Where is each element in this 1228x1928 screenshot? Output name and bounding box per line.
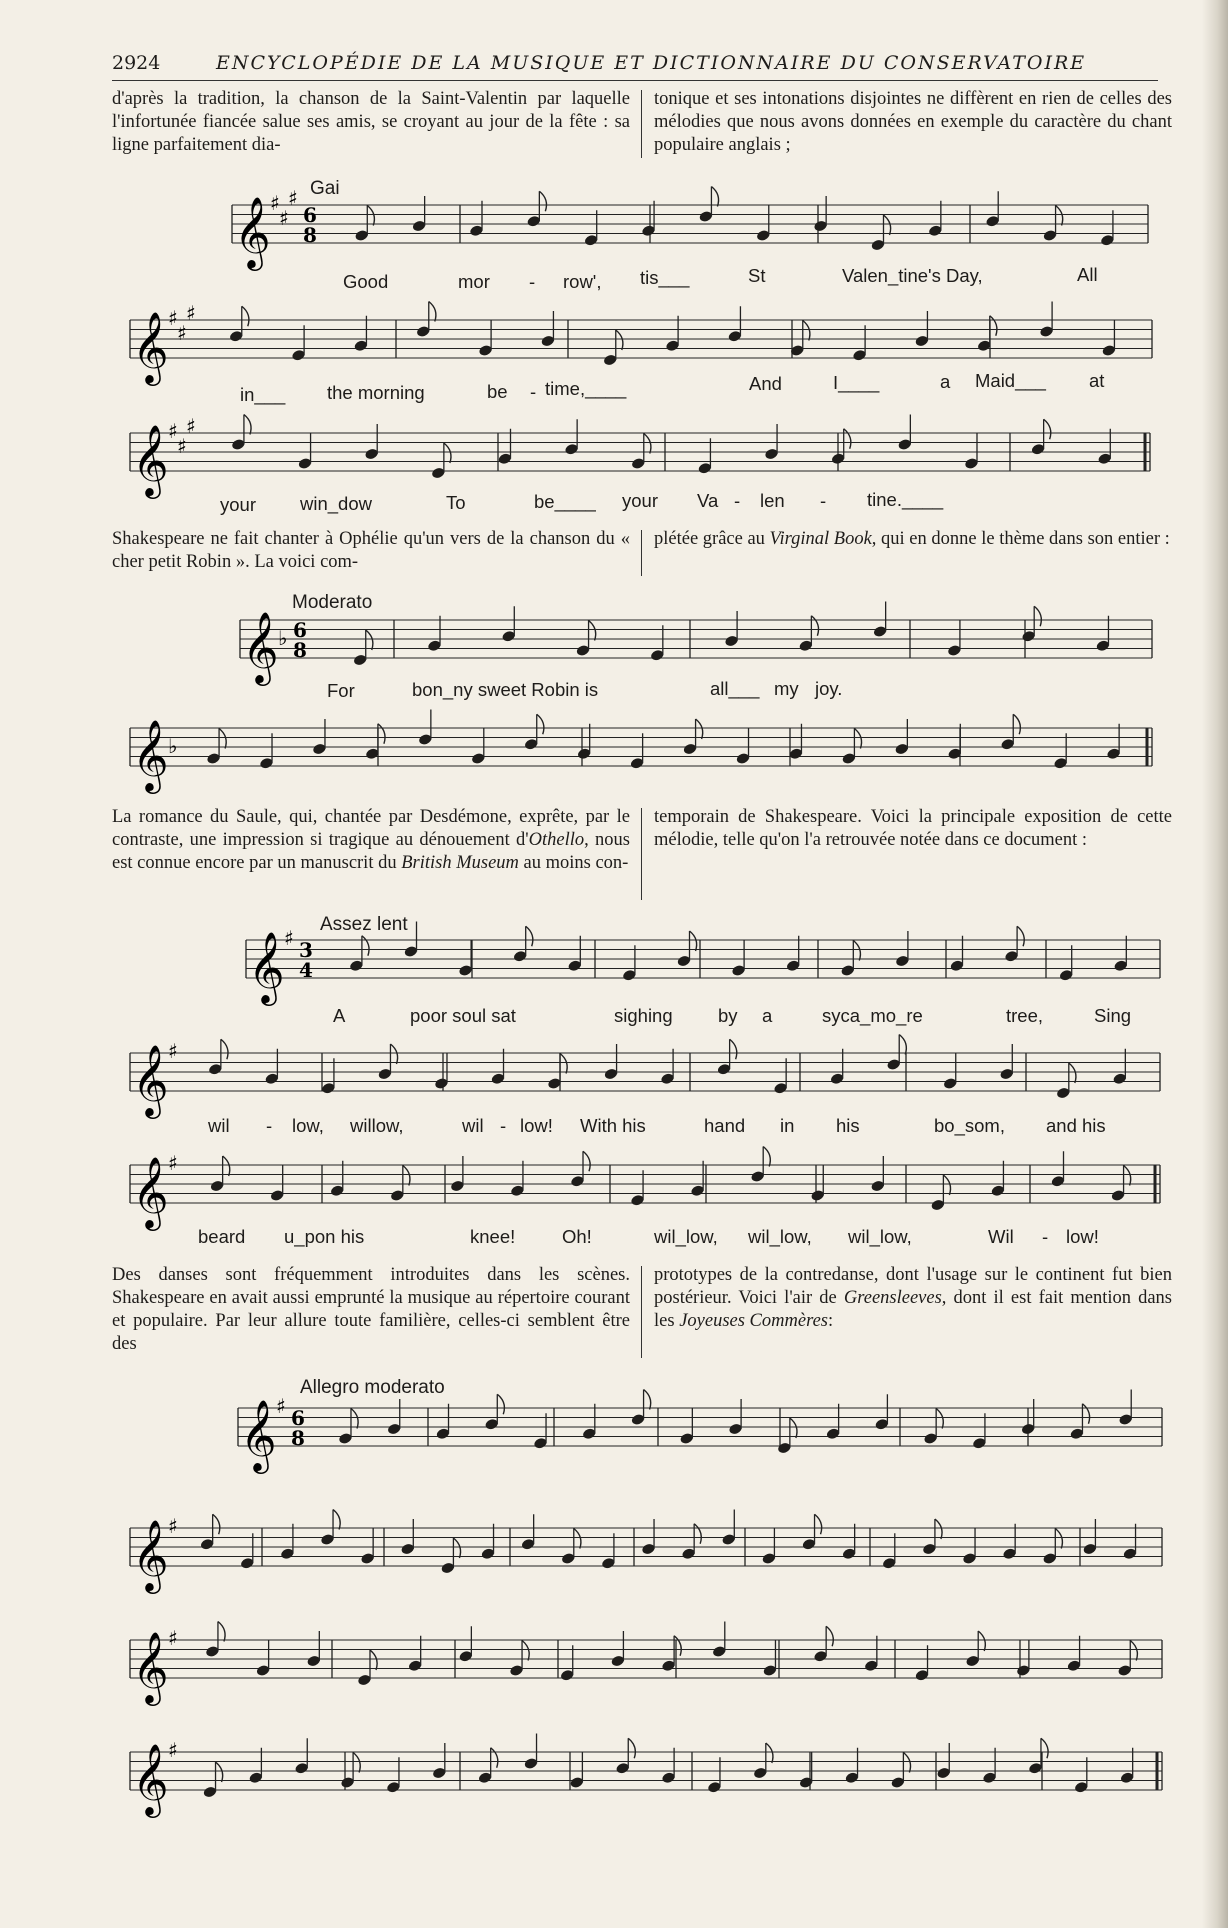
note-flag xyxy=(899,1035,906,1055)
note-flag xyxy=(903,1753,910,1773)
note-flag xyxy=(453,1538,460,1558)
lyric-6-10: in xyxy=(780,1115,795,1136)
treble-clef-icon: 𝄞 xyxy=(234,195,271,268)
note-flag xyxy=(696,719,703,739)
virginal-book-title: Virginal Book xyxy=(769,529,872,549)
lyric-7-7: wil_low, xyxy=(848,1226,912,1247)
note-flag xyxy=(790,1418,797,1438)
note-flag xyxy=(213,1514,220,1534)
note-flag xyxy=(690,931,697,951)
lyric-3-5: your xyxy=(622,490,658,511)
note-flag xyxy=(526,926,533,946)
lyric-1-3: - xyxy=(529,271,536,292)
note-flag xyxy=(766,1743,773,1763)
lyric-6-5: wil xyxy=(462,1115,484,1136)
lyric-1-2: mor xyxy=(458,271,490,292)
paragraph-4-left: Des danses sont fréquemment introduites dans les scènes. Shakespeare en avait aussi emprunté la musique au répertoire courant et populaire. Par leur allure toute familière, celles-ci semblent être des xyxy=(112,1265,630,1354)
note-flag xyxy=(854,729,861,749)
note-flag xyxy=(560,1054,567,1074)
paragraph-3-left-text: La romance du Saule, qui, chantée par Desdémone, exprête, par le contraste, une impression si tragique au dénouement d' xyxy=(112,807,630,850)
lyric-5-5: a xyxy=(762,1005,773,1026)
lyric-3-2: win_dow xyxy=(300,493,372,514)
paragraph-4-right-text: prototypes de la contredanse, dont l'usage sur le continent fut bien postérieur. Voici l'air de xyxy=(654,1265,1172,1308)
note-flag xyxy=(936,1409,943,1429)
lyric-3-3: To xyxy=(446,492,466,513)
sharp-icon: ♯ xyxy=(168,1514,178,1538)
lyric-6-9: hand xyxy=(704,1115,746,1136)
note-flag xyxy=(815,1514,822,1534)
sharp-icon: ♯ xyxy=(284,926,294,950)
lyric-6-2: - xyxy=(266,1115,273,1136)
paragraph-4-right-text-end: : xyxy=(828,1311,834,1331)
lyric-3-9: - xyxy=(820,490,827,511)
british-museum-name: British Museum xyxy=(401,853,519,873)
note-flag xyxy=(366,630,373,650)
note-flag xyxy=(574,1529,581,1549)
lyric-3-6: Va xyxy=(697,490,719,511)
time-signature-bottom: 8 xyxy=(291,1426,305,1450)
sharp-icon: ♯ xyxy=(168,419,178,443)
time-signature-top: 6 xyxy=(303,203,317,227)
time-signature-top: 6 xyxy=(293,618,307,642)
note-flag xyxy=(370,1650,377,1670)
paragraph-3-left-text-2: , nous est connue encore par un manuscrit du xyxy=(112,830,630,873)
note-flag xyxy=(429,302,436,322)
lyric-3-10: tine.____ xyxy=(867,489,944,510)
note-flag xyxy=(883,215,890,235)
note-flag xyxy=(1082,1404,1089,1424)
paragraph-2-left: Shakespeare ne fait chanter à Ophélie qu'un vers de la chanson du « cher petit Robin ». La voici com- xyxy=(112,529,630,572)
lyric-5-2: poor soul sat xyxy=(410,1005,516,1026)
lyric-5-7: tree, xyxy=(1006,1005,1044,1026)
treble-clef-icon: 𝄞 xyxy=(132,1518,169,1591)
treble-clef-icon: 𝄞 xyxy=(132,1742,169,1815)
lyric-2-9: Maid___ xyxy=(975,370,1046,391)
paragraph-2-right-text: plétée grâce au xyxy=(654,529,770,549)
note-flag xyxy=(537,714,544,734)
lyric-7-5: wil_low, xyxy=(654,1226,718,1247)
lyric-7-10: low! xyxy=(1066,1226,1099,1247)
lyric-1-8: All xyxy=(1077,264,1098,285)
lyric-2-1: in___ xyxy=(240,384,286,405)
page-number: 2924 xyxy=(112,52,161,74)
note-flag xyxy=(844,429,851,449)
note-flag xyxy=(583,1151,590,1171)
note-flag xyxy=(589,621,596,641)
paragraph-3-left xyxy=(112,806,630,875)
note-flag xyxy=(694,1524,701,1544)
paragraph-1-left: d'après la tradition, la chanson de la Saint-Valentin par laquelle l'infortunée fiancée salue ses amis, se croyant au jour de la fête : sa ligne parfaitement dia- xyxy=(112,89,630,155)
treble-clef-icon: 𝄞 xyxy=(248,930,285,1003)
tempo-marking-2: Moderato xyxy=(292,592,373,613)
lyric-3-1: your xyxy=(220,494,256,515)
note-flag xyxy=(221,1039,228,1059)
lyric-2-7: I____ xyxy=(833,372,880,393)
lyric-3-7: - xyxy=(734,490,741,511)
lyric-5-1: A xyxy=(333,1005,346,1026)
lyric-2-4: - xyxy=(530,381,537,402)
note-flag xyxy=(943,1175,950,1195)
note-flag xyxy=(628,1738,635,1758)
lyric-7-1: beard xyxy=(198,1226,246,1247)
lyric-1-7: Valen_tine's Day, xyxy=(842,265,983,286)
sharp-icon: ♯ xyxy=(168,1039,178,1063)
lyric-2-6: And xyxy=(749,373,782,394)
lyric-7-8: Wil xyxy=(988,1226,1014,1247)
lyric-3-8: len xyxy=(760,490,785,511)
note-flag xyxy=(1130,1641,1137,1661)
note-flag xyxy=(1034,606,1041,626)
note-flag xyxy=(1069,1063,1076,1083)
note-flag xyxy=(990,316,997,336)
note-flag xyxy=(674,1636,681,1656)
sharp-icon: ♯ xyxy=(288,186,298,210)
note-flag xyxy=(353,1753,360,1773)
sharp-icon: ♯ xyxy=(279,206,289,230)
lyric-1-6: St xyxy=(748,265,766,286)
sharp-icon: ♯ xyxy=(168,1738,178,1762)
note-flag xyxy=(730,1039,737,1059)
lyric-2-8: a xyxy=(940,371,951,392)
note-flag xyxy=(362,936,369,956)
note-flag xyxy=(390,1044,397,1064)
tempo-marking-1: Gai xyxy=(310,178,340,199)
lyric-1-1: Good xyxy=(343,271,389,292)
flat-icon: ♭ xyxy=(168,734,178,758)
lyric-6-8: With his xyxy=(580,1115,646,1136)
note-flag xyxy=(522,1641,529,1661)
paragraph-3-left-text-3: au moins con- xyxy=(518,853,629,873)
treble-clef-icon: 𝄞 xyxy=(240,1398,277,1471)
lyric-7-6: wil_low, xyxy=(748,1226,812,1247)
note-flag xyxy=(491,1748,498,1768)
tempo-marking-4: Allegro moderato xyxy=(300,1377,445,1398)
note-flag xyxy=(826,1626,833,1646)
note-flag xyxy=(351,1409,358,1429)
sharp-icon: ♯ xyxy=(168,1626,178,1650)
sharp-icon: ♯ xyxy=(168,306,178,330)
sharp-icon: ♯ xyxy=(276,1394,286,1418)
note-flag xyxy=(378,724,385,744)
lyric-2-2: the morning xyxy=(327,382,425,403)
flat-icon: ♭ xyxy=(278,626,288,650)
treble-clef-icon: 𝄞 xyxy=(132,423,169,496)
lyric-2-3: be xyxy=(487,381,508,402)
note-flag xyxy=(367,206,374,226)
lyric-6-11: his xyxy=(836,1115,860,1136)
sharp-icon: ♯ xyxy=(177,321,187,345)
treble-clef-icon: 𝄞 xyxy=(242,610,279,683)
treble-clef-icon: 𝄞 xyxy=(132,1155,169,1228)
time-signature-bottom: 8 xyxy=(303,223,317,247)
paragraph-4-right xyxy=(654,1264,1172,1333)
lyric-6-6: - xyxy=(500,1115,507,1136)
note-flag xyxy=(444,443,451,463)
note-flag xyxy=(1124,1166,1131,1186)
note-flag xyxy=(223,1156,230,1176)
note-flag xyxy=(811,616,818,636)
paragraph-2-right xyxy=(654,528,1172,551)
column-separator xyxy=(641,808,642,900)
note-flag xyxy=(853,941,860,961)
paragraph-3 xyxy=(112,806,1172,902)
time-signature-top: 6 xyxy=(291,1406,305,1430)
lyric-2-10: at xyxy=(1089,370,1105,391)
note-flag xyxy=(763,1147,770,1167)
lyric-2-5: time,____ xyxy=(545,378,627,399)
time-signature-bottom: 8 xyxy=(293,638,307,662)
paragraph-2 xyxy=(112,528,1172,578)
paragraph-2-right-text-end: , qui en donne le thème dans son entier : xyxy=(871,529,1170,549)
paragraph-3-right: temporain de Shakespeare. Voici la principale exposition de cette mélodie, telle qu'on l'a retrouvée notée dans ce document : xyxy=(654,807,1172,850)
lyric-5-6: syca_mo_re xyxy=(822,1005,923,1026)
note-flag xyxy=(218,1622,225,1642)
column-separator xyxy=(641,1266,642,1358)
note-flag xyxy=(935,1519,942,1539)
joyeuses-commeres-title: Joyeuses Commères xyxy=(679,1311,829,1331)
treble-clef-icon: 𝄞 xyxy=(132,1043,169,1116)
running-title: ENCYCLOPÉDIE DE LA MUSIQUE ET DICTIONNAIRE DU CONSERVATOIRE xyxy=(216,52,1087,74)
lyric-6-3: low, xyxy=(292,1115,324,1136)
treble-clef-icon: 𝄞 xyxy=(132,718,169,791)
lyric-7-2: u_pon his xyxy=(284,1226,365,1247)
column-separator xyxy=(641,530,642,576)
paragraph-4 xyxy=(112,1264,1172,1360)
lyric-7-9: - xyxy=(1042,1226,1049,1247)
treble-clef-icon: 𝄞 xyxy=(132,310,169,383)
sharp-icon: ♯ xyxy=(177,434,187,458)
treble-clef-icon: 𝄞 xyxy=(132,1630,169,1703)
note-flag xyxy=(403,1166,410,1186)
time-signature-bottom: 4 xyxy=(299,958,313,982)
paragraph-1-right: tonique et ses intonations disjointes ne diffèrent en rien de celles des mélodies que nous avons données en exemple du caractère du chant populaire anglais ; xyxy=(654,89,1172,155)
note-flag xyxy=(242,306,249,326)
note-flag xyxy=(644,1390,651,1410)
note-flag xyxy=(1017,926,1024,946)
lyric-7-3: knee! xyxy=(470,1226,516,1247)
time-signature-top: 3 xyxy=(299,938,313,962)
note-flag xyxy=(219,729,226,749)
lyric-1-5: tis___ xyxy=(640,267,690,288)
lyric-6-13: and his xyxy=(1046,1115,1106,1136)
sharp-icon: ♯ xyxy=(168,1151,178,1175)
sharp-icon: ♯ xyxy=(186,301,196,325)
note-flag xyxy=(1056,206,1063,226)
othello-title: Othello xyxy=(528,830,585,850)
lyric-1-4: row', xyxy=(563,271,602,292)
lyric-6-7: low! xyxy=(520,1115,553,1136)
lyric-6-12: bo_som, xyxy=(934,1115,1005,1136)
lyric-4-5: joy. xyxy=(815,678,843,699)
note-flag xyxy=(616,330,623,350)
lyric-6-1: wil xyxy=(208,1115,230,1136)
paragraph-4-right-text-2: , dont il est fait mention dans les xyxy=(654,1288,1173,1331)
lyric-4-1: For xyxy=(327,680,355,701)
sharp-icon: ♯ xyxy=(270,191,280,215)
note-flag xyxy=(978,1631,985,1651)
note-flag xyxy=(644,434,651,454)
note-flag xyxy=(244,415,251,435)
lyric-4-4: my xyxy=(774,678,799,699)
lyric-4-3: all___ xyxy=(710,678,760,699)
lyric-5-3: sighing xyxy=(614,1005,673,1026)
tempo-marking-3: Assez lent xyxy=(320,914,408,935)
greensleeves-title: Greensleeves xyxy=(843,1288,942,1308)
note-flag xyxy=(216,1762,223,1782)
note-flag xyxy=(497,1394,504,1414)
note-flag xyxy=(333,1510,340,1530)
sharp-icon: ♯ xyxy=(186,414,196,438)
lyric-5-4: by xyxy=(718,1005,738,1026)
note-flag xyxy=(1013,714,1020,734)
note-flag xyxy=(711,187,718,207)
lyric-3-4: be____ xyxy=(534,491,596,512)
lyric-4-2: bon_ny sweet Robin is xyxy=(412,679,599,700)
note-flag xyxy=(539,191,546,211)
lyric-7-4: Oh! xyxy=(562,1226,592,1247)
lyric-6-4: willow, xyxy=(350,1115,404,1136)
lyric-5-8: Sing xyxy=(1094,1005,1132,1026)
note-flag xyxy=(1044,419,1051,439)
note-flag xyxy=(1055,1529,1062,1549)
note-flag xyxy=(803,321,810,341)
